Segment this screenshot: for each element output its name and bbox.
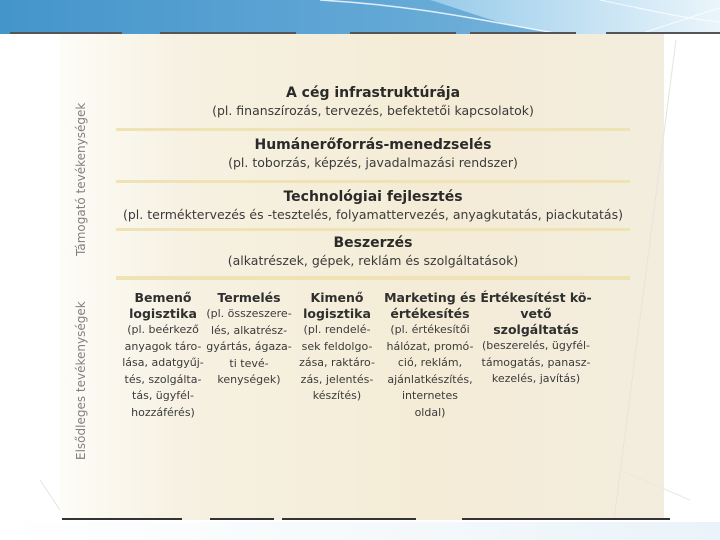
band-divider [116,128,630,131]
primary-col-inbound-logistics [118,290,208,422]
support-desc: (pl. terméktervezés és -tesztelés, folyamattervezés, anyagkutatás, piackutatás) [123,207,623,222]
band-divider [116,276,630,280]
scan-edge [62,518,182,520]
primary-desc: (beszerelés, ügyfél- támogatás, panasz- kezelés, javítás) [481,339,591,386]
support-desc: (pl. finanszírozás, tervezés, befektetői kapcsolatok) [212,103,534,118]
support-title: A cég infrastruktúrája [285,85,461,101]
support-desc: (pl. toborzás, képzés, javadalmazási rendszer) [228,155,518,170]
support-title: Humánerőforrás-menedzselés [254,137,492,153]
primary-title: Bemenő logisztika [129,290,197,321]
support-activities-label: Támogató tevékenységek [74,102,88,256]
primary-col-marketing-sales [380,290,480,422]
primary-desc: (pl. rendelé- sek feldolgo- zása, raktáro- zás, jelentés- készítés) [299,323,375,403]
primary-desc: (pl. beérkező anyagok táro- lása, adatgyűj- tés, szolgálta- tás, ügyfél- hozzáférés) [122,323,204,419]
primary-title: Marketing és értékesítés [384,290,476,321]
primary-title: Kimenő logisztika [303,290,371,321]
support-title: Beszerzés [333,235,413,251]
scan-edge [462,518,670,520]
support-row-procurement [116,234,630,269]
primary-desc: (pl. értékesítői hálózat, promó- ció, reklám, ajánlatkészítés, internetes oldal) [386,323,474,419]
scan-edge [282,518,416,520]
primary-col-operations [204,290,294,389]
support-row-infrastructure [116,84,630,119]
band-divider [116,228,630,231]
support-row-technology [116,188,630,223]
primary-title: Értékesítést kö- vető szolgáltatás [480,290,592,337]
band-divider [116,180,630,183]
primary-activities-label: Elsődleges tevékenységek [74,301,88,460]
support-row-human-resources [116,136,630,171]
support-title: Technológiai fejlesztés [283,189,463,205]
support-desc: (alkatrészek, gépek, reklám és szolgáltatások) [227,253,519,268]
primary-col-outbound-logistics [292,290,382,405]
scan-edge [210,518,274,520]
slide-footer-bar [0,522,720,540]
primary-title: Termelés [217,290,281,305]
primary-desc: (pl. összeszere- lés, alkatrész- gyártás, ágaza- ti tevé- kenységek) [206,307,292,387]
primary-col-service [478,290,594,388]
